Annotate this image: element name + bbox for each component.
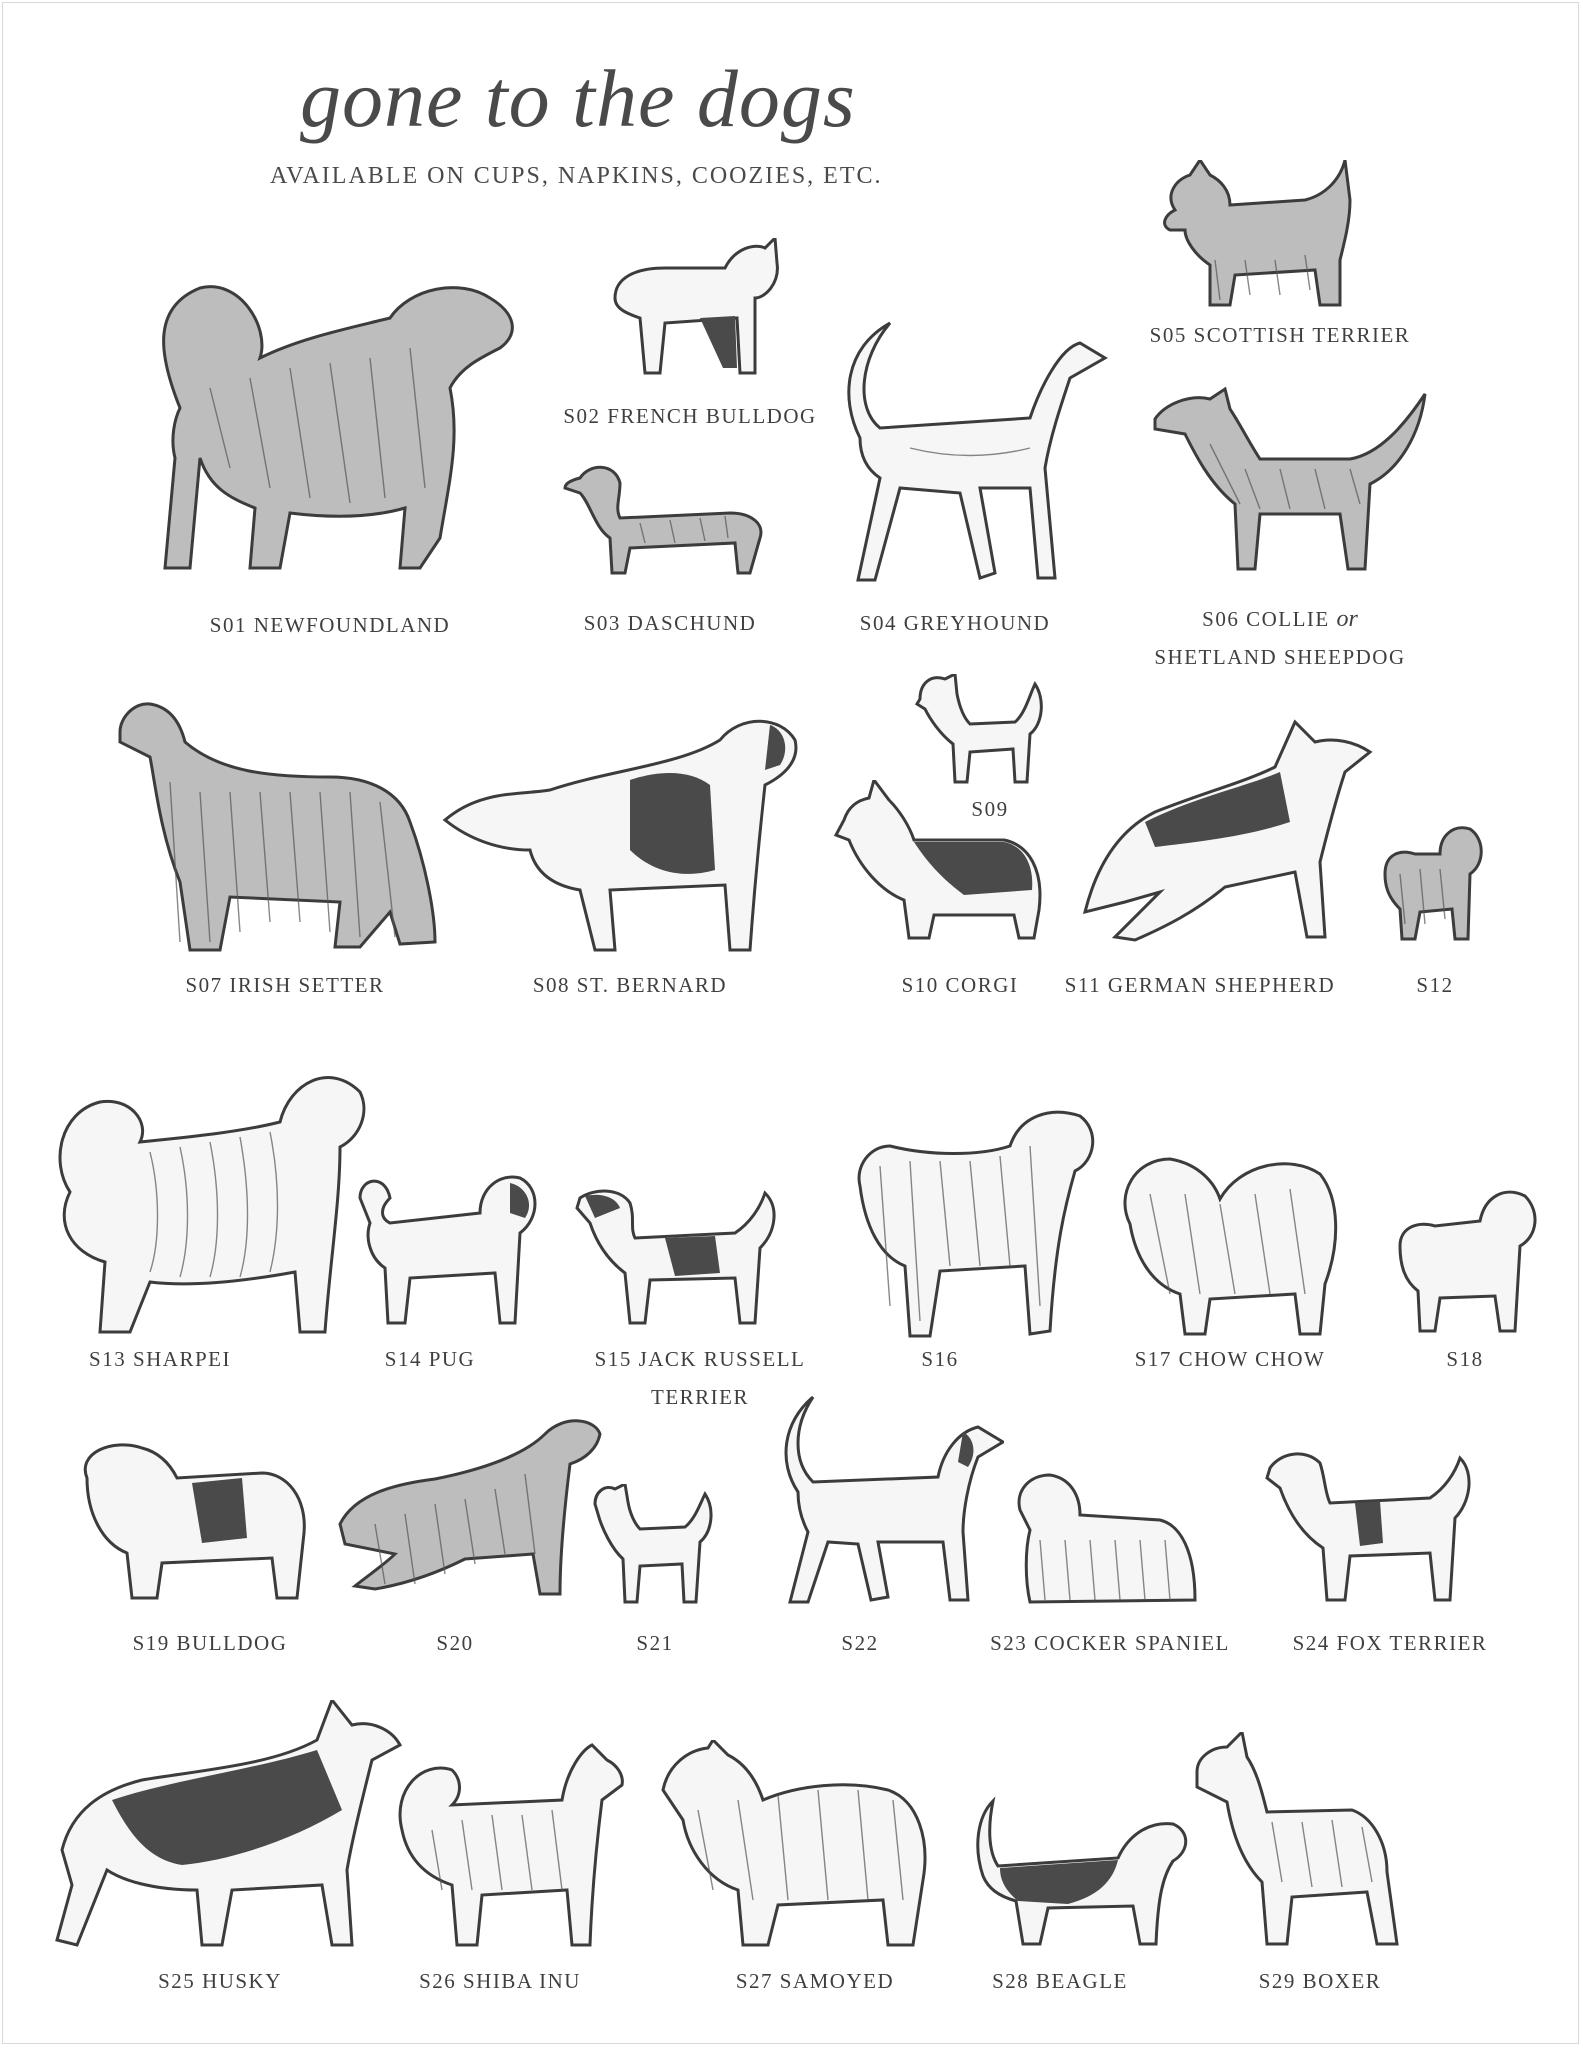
- dog-label-s27: S27 SAMOYED: [735, 1969, 895, 1993]
- dog-label-s19: S19 BULLDOG: [132, 1631, 288, 1655]
- dog-label-s25: S25 HUSKY: [158, 1969, 282, 1993]
- dog-label-s21: S21: [636, 1631, 674, 1655]
- dog-illustration-s23: [1010, 1470, 1200, 1606]
- dog-illustration-s28: [968, 1796, 1190, 1950]
- dog-illustration-s03: [560, 458, 770, 578]
- dog-illustration-s09: [915, 674, 1047, 786]
- dog-illustration-s20: [335, 1414, 605, 1600]
- dog-illustration-s24: [1265, 1448, 1480, 1606]
- dog-illustration-s17: [1110, 1154, 1340, 1340]
- dog-illustration-s05: [1155, 160, 1355, 308]
- page-title: gone to the dogs: [300, 53, 856, 144]
- dog-illustration-s25: [52, 1700, 402, 1950]
- dog-label-s28: S28 BEAGLE: [992, 1969, 1128, 1993]
- dog-illustration-s14: [350, 1168, 540, 1328]
- dog-label-s23: S23 COCKER SPANIEL: [990, 1631, 1230, 1655]
- dog-illustration-s02: [605, 238, 780, 378]
- dog-illustration-s11: [1075, 712, 1375, 944]
- dog-label-s17: S17 CHOW CHOW: [1134, 1347, 1326, 1371]
- dog-illustration-s01: [120, 268, 535, 578]
- dog-label-s26: S26 SHIBA INU: [419, 1969, 581, 1993]
- dog-label-s07: S07 IRISH SETTER: [185, 973, 385, 997]
- page-subtitle: AVAILABLE ON CUPS, NAPKINS, COOZIES, ETC.: [270, 163, 883, 189]
- dog-label-s02: S02 FRENCH BULLDOG: [563, 404, 817, 428]
- dog-illustration-s18: [1390, 1186, 1540, 1338]
- dog-label-s13: S13 SHARPEI: [89, 1347, 231, 1371]
- dog-label-s08: S08 ST. BERNARD: [532, 973, 728, 997]
- dog-illustration-s13: [40, 1062, 370, 1338]
- dog-illustration-s08: [440, 710, 800, 958]
- dog-label-s10: S10 CORGI: [901, 973, 1019, 997]
- dog-label-s09: S09: [971, 797, 1009, 821]
- dog-illustration-s21: [590, 1484, 714, 1606]
- dog-illustration-s29: [1192, 1732, 1406, 1950]
- dog-label-s04: S04 GREYHOUND: [859, 611, 1051, 635]
- dog-illustration-s15: [575, 1188, 780, 1328]
- dog-illustration-s26: [392, 1740, 626, 1950]
- dog-illustration-s22: [768, 1392, 1004, 1606]
- dog-label-s29: S29 BOXER: [1258, 1969, 1382, 1993]
- dog-illustration-s07: [110, 682, 440, 954]
- dog-illustration-s19: [72, 1438, 312, 1606]
- dog-label-s06: S06 COLLIE or SHETLAND SHEEPDOG: [1154, 606, 1406, 669]
- dog-illustration-s10: [834, 780, 1048, 944]
- dog-label-s24: S24 FOX TERRIER: [1292, 1631, 1488, 1655]
- dog-label-s22: S22: [841, 1631, 879, 1655]
- dog-illustration-s04: [820, 318, 1110, 586]
- dog-illustration-s06: [1150, 384, 1430, 576]
- dog-label-s20: S20: [436, 1631, 474, 1655]
- dog-illustration-s12: [1380, 824, 1486, 946]
- dog-label-s11: S11 GERMAN SHEPHERD: [1064, 973, 1336, 997]
- dog-illustration-s27: [658, 1740, 933, 1952]
- dog-label-s12: S12: [1416, 973, 1454, 997]
- dog-label-s01: S01 NEWFOUNDLAND: [209, 613, 451, 637]
- dog-label-s15: S15 JACK RUSSELL TERRIER: [594, 1347, 806, 1409]
- dog-illustration-s16: [850, 1106, 1100, 1342]
- dog-label-s18: S18: [1446, 1347, 1484, 1371]
- dog-label-s03: S03 DASCHUND: [583, 611, 757, 635]
- dog-label-s16: S16: [921, 1347, 959, 1371]
- dog-label-s14: S14 PUG: [384, 1347, 476, 1371]
- dog-label-s05: S05 SCOTTISH TERRIER: [1149, 323, 1411, 347]
